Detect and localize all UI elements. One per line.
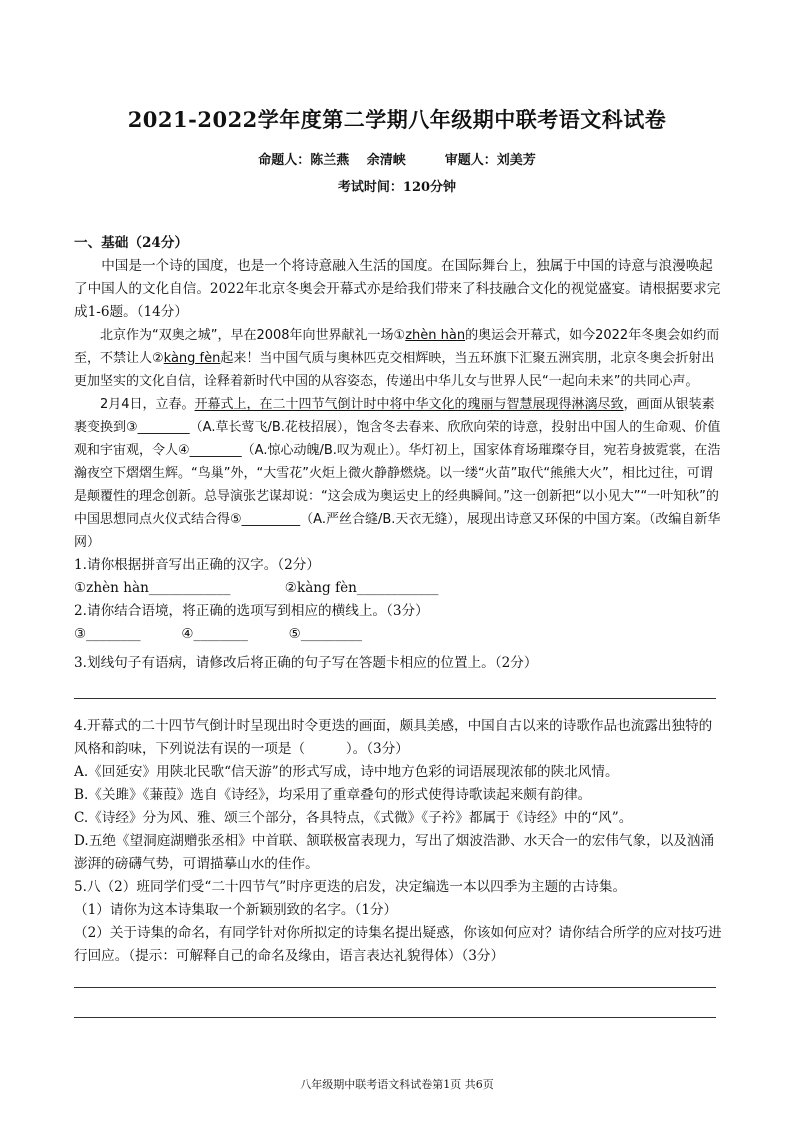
passage-paragraph-2 — [74, 393, 722, 554]
answer-line — [74, 1016, 716, 1018]
passage-text: 北京作为“双奥之城”，早在2008年向世界献礼一场① — [100, 328, 406, 343]
exam-title: 2021-2022学年度第二学期八年级期中联考语文科试卷 — [127, 107, 667, 132]
question-1: 1.请你根据拼音写出正确的汉字。（2分） — [74, 557, 320, 573]
exam-content — [74, 232, 722, 1032]
page-footer: 八年级期中联考语文科试卷第1页 共6页 — [300, 1078, 494, 1091]
answer-line — [74, 697, 716, 699]
question-4-option-d: D.五绝《望洞庭湖赠张丞相》中首联、颔联极富表现力，写出了烟波浩渺、水天合一的宏伟气象，以及汹涌澎湃的磅礴气势，可谓描摹山水的佳作。 — [74, 833, 715, 872]
question-5-part-2: （2）关于诗集的命名，有同学针对你所拟定的诗集名提出疑惑，你该如何应对？请你结合所学的应对技巧进行回应。（提示：可解释自己的命名及缘由，语言表达礼貌得体）（3分） — [74, 925, 722, 964]
passage-paragraph-1 — [74, 324, 722, 393]
question-4-option-a: A.《回延安》用陕北民歌“信天游”的形式写成，诗中地方色彩的词语展现浓郁的陕北风情。 — [74, 764, 619, 780]
passage-text: 的奥运会开幕式，如今2022年冬奥会如约而至，不禁让人② — [74, 328, 720, 366]
question-5: 5.八（2）班同学们受“二十四节气”时序更迭的启发，决定编选一本以四季为主题的古诗集。 — [74, 879, 627, 895]
question-2: 2.请你结合语境，将正确的选项写到相应的横线上。（3分） — [74, 603, 429, 619]
question-2-blanks: ③________ ④________ ⑤_________ — [74, 626, 363, 642]
pinyin-zhenhan: zhèn hàn — [405, 328, 466, 343]
passage-text: ，画面从银装素裹变换到③________（A.草长莺飞/B.花枝招展），饱含冬去春来、欣欣向荣的诗意，投射出中国人的生命观、价值观和宇宙观，令人④________（A.惊心动魄/B.叹为观止）。华灯初上，国家体育场璀璨夺目，宛若身披霓裳，在浩瀚夜空下熠熠生辉。“鸟巢”外，“大雪花”火炬上微火静静燃烧。以一缕“火苗”取代“熊熊大火”，相比过往，可谓是颠覆性的理念创新。总导演张艺谋却说：“这会成为奥运史上的经典瞬间。”这一创新把“以小见大”“一叶知秋”的中国思想同点火仪式结合得⑤_________（A.严丝合缝/B.天衣无缝），展现出诗意又环保的中国方案。（改编自新华网） — [74, 397, 721, 550]
pinyin-kangfen: kàng fèn — [163, 351, 221, 366]
question-3: 3.划线句子有语病，请修改后将正确的句子写在答题卡相应的位置上。（2分） — [74, 655, 538, 671]
passage-text: 起来！当中国气质与奥林匹克交相辉映，当五环旗下汇聚五洲宾朋，北京冬奥会折射出更加坚实的文化自信，诠释着新时代中国的从容姿态，传递出中华儿女与世界人民“一起向未来”的共同心声。 — [74, 351, 715, 389]
exam-authors: 命题人：陈兰燕 余清峡 审题人：刘美芳 — [258, 153, 536, 168]
underlined-sentence: 开幕式上，在二十四节气倒计时中将中华文化的瑰丽与智慧展现得淋漓尽致 — [194, 397, 624, 412]
question-1-blanks: ①zhèn hàn____________ ②kàng fèn____________ — [74, 580, 439, 596]
question-4: 4.开幕式的二十四节气倒计时呈现出时令更迭的画面，颇具美感，中国自古以来的诗歌作品也流露出独特的风格和韵味，下列说法有误的一项是（ ）。（3分） — [74, 718, 713, 757]
passage-text: 2月4日，立春。 — [100, 397, 195, 412]
exam-time: 考试时间：120分钟 — [337, 180, 457, 195]
question-5-part-1: （1）请你为这本诗集取一个新颖别致的名字。（1分） — [74, 902, 398, 918]
answer-line — [74, 986, 716, 988]
section-heading: 一、基础（24分） — [74, 235, 189, 251]
question-4-option-b: B.《关雎》《蒹葭》选自《诗经》，均采用了重章叠句的形式使得诗歌读起来颇有韵律。 — [74, 787, 592, 803]
question-4-option-c: C.《诗经》分为风、雅、颂三个部分，各具特点，《式微》《子衿》都属于《诗经》中的“风”。 — [74, 810, 633, 826]
section-intro: 中国是一个诗的国度，也是一个将诗意融入生活的国度。在国际舞台上，独属于中国的诗意与浪漫唤起了中国人的文化自信。2022年北京冬奥会开幕式亦是给我们带来了科技融合文化的视觉盛宴。请根据要求完成1-6题。（14分） — [74, 258, 721, 320]
